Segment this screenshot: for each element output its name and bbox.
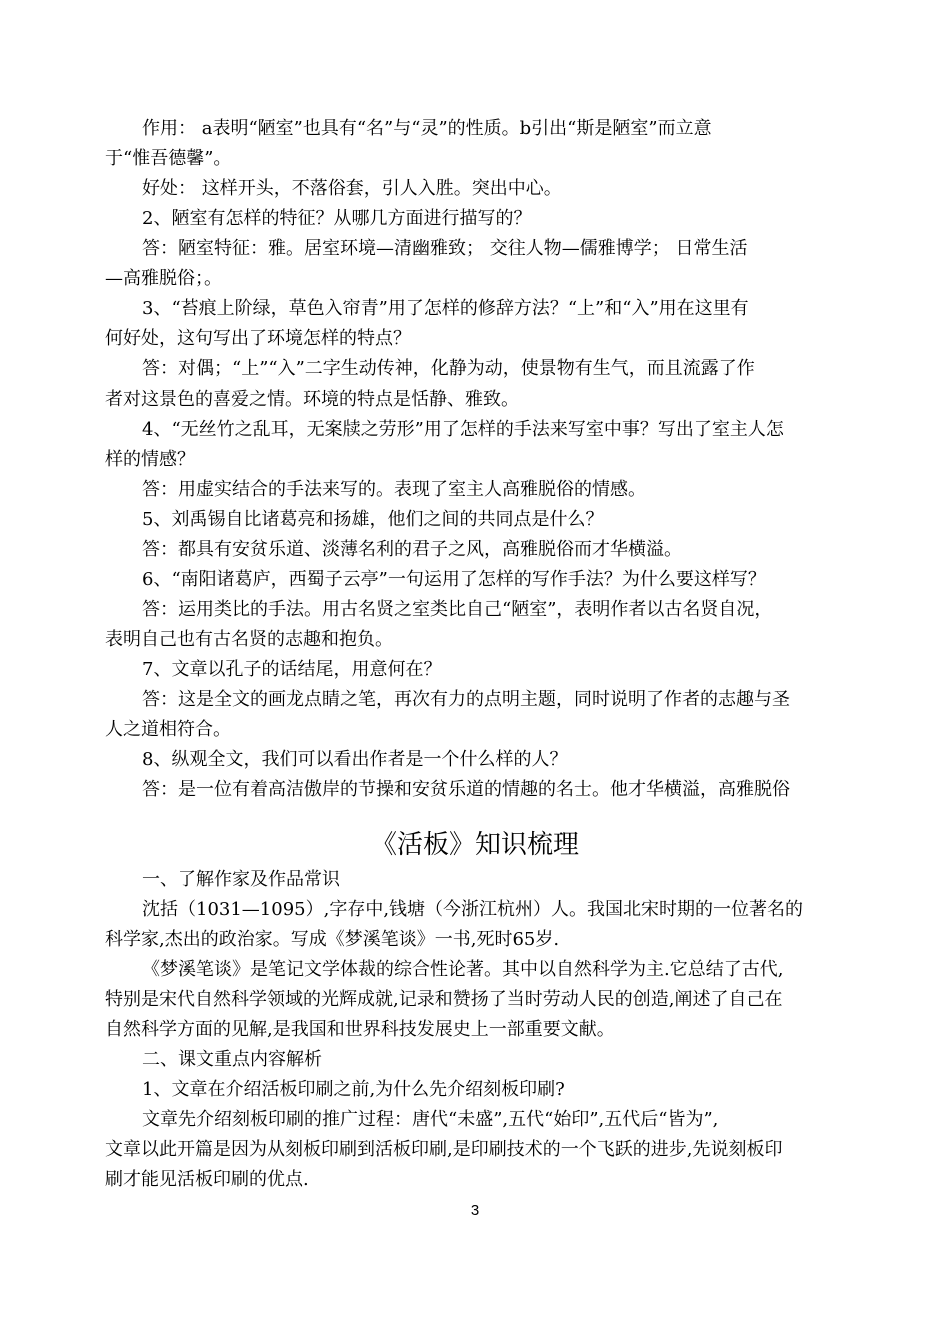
text-line: 沈括（1031—1095）,字存中,钱塘（今浙江杭州）人。我国北宋时期的一位著名的: [142, 899, 804, 920]
text-line: 者对这景色的喜爱之情。环境的特点是恬静、雅致。: [105, 389, 519, 410]
text-line: 《梦溪笔谈》是笔记文学体裁的综合性论著。其中以自然科学为主.它总结了古代,: [142, 959, 784, 980]
text-line: 1、文章在介绍活板印刷之前,为什么先介绍刻板印刷?: [142, 1079, 565, 1100]
text-line: 答：都具有安贫乐道、淡薄名利的君子之风，高雅脱俗而才华横溢。: [142, 539, 682, 560]
section-title: 《活板》知识梳理: [370, 830, 579, 860]
text-line: 样的情感？: [105, 449, 195, 470]
text-line: 3、“苔痕上阶绿，草色入帘青”用了怎样的修辞方法？“上”和“入”用在这里有: [142, 298, 749, 319]
text-line: 8、纵观全文，我们可以看出作者是一个什么样的人？: [142, 749, 568, 770]
text-line: 4、“无丝竹之乱耳，无案牍之劳形”用了怎样的手法来写室中事？写出了室主人怎: [142, 419, 784, 440]
text-line: 人之道相符合。: [105, 719, 231, 740]
text-line: 一、了解作家及作品常识: [142, 869, 340, 890]
text-line: 何好处，这句写出了环境怎样的特点？: [105, 328, 411, 349]
text-line: 答：是一位有着高洁傲岸的节操和安贫乐道的情趣的名士。他才华横溢，高雅脱俗: [142, 779, 790, 800]
text-line: 二、课文重点内容解析: [142, 1049, 322, 1070]
text-line: 答：这是全文的画龙点睛之笔，再次有力的点明主题，同时说明了作者的志趣与圣: [142, 689, 790, 710]
text-line: 答：用虚实结合的手法来写的。表现了室主人高雅脱俗的情感。: [142, 479, 646, 500]
page-number: 3: [470, 1202, 480, 1219]
text-line: 科学家,杰出的政治家。写成《梦溪笔谈》一书,死时65岁.: [105, 929, 560, 950]
text-line: 答：运用类比的手法。用古名贤之室类比自己“陋室”，表明作者以古名贤自况，: [142, 599, 773, 620]
text-line: —高雅脱俗；。: [105, 268, 222, 289]
text-line: 好处： 这样开头，不落俗套，引人入胜。突出中心。: [142, 178, 562, 199]
text-line: 于“惟吾德馨”。: [105, 148, 232, 169]
text-line: 特别是宋代自然科学领域的光辉成就,记录和赞扬了当时劳动人民的创造,阐述了自己在: [105, 989, 783, 1010]
text-line: 作用： a表明“陋室”也具有“名”与“灵”的性质。b引出“斯是陋室”而立意: [142, 118, 712, 139]
text-line: 自然科学方面的见解,是我国和世界科技发展史上一部重要文献。: [105, 1019, 615, 1040]
text-line: 5、刘禹锡自比诸葛亮和扬雄，他们之间的共同点是什么？: [142, 509, 604, 530]
text-line: 刷才能见活板印刷的优点.: [105, 1169, 309, 1190]
text-line: 2、陋室有怎样的特征？从哪几方面进行描写的？: [142, 208, 532, 229]
text-line: 表明自己也有古名贤的志趣和抱负。: [105, 629, 393, 650]
text-line: 7、文章以孔子的话结尾，用意何在？: [142, 659, 442, 680]
text-line: 答：对偶；“上”“入”二字生动传神，化静为动，使景物有生气，而且流露了作: [142, 358, 755, 379]
text-line: 文章先介绍刻板印刷的推广过程：唐代“未盛”,五代“始印”,五代后“皆为”,: [142, 1109, 719, 1130]
text-line: 6、“南阳诸葛庐，西蜀子云亭”一句运用了怎样的写作手法？为什么要这样写？: [142, 569, 766, 590]
text-line: 答：陋室特征：雅。居室环境—清幽雅致； 交往人物—儒雅博学； 日常生活: [142, 238, 748, 259]
text-line: 文章以此开篇是因为从刻板印刷到活板印刷,是印刷技术的一个飞跃的进步,先说刻板印: [105, 1139, 783, 1160]
